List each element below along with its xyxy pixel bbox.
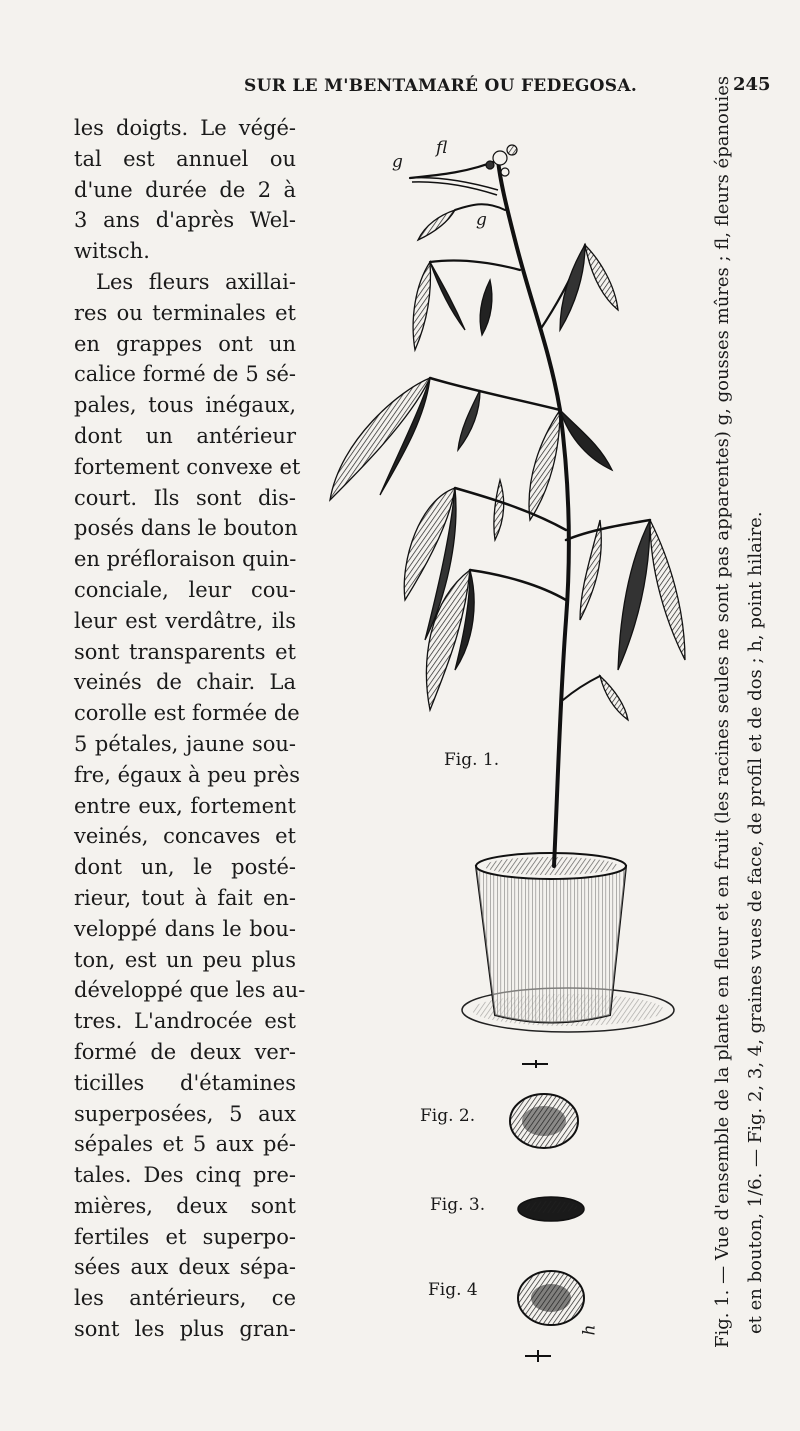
text-line: les antérieurs, ce [74,1286,296,1311]
fig3-label: Fig. 3. [430,1195,486,1215]
text-line: ton, est un peu plus [74,947,296,972]
text-line: fortement convexe et [74,454,301,479]
page-number: 245 [733,74,771,95]
flower-cluster [486,145,517,176]
text-line: rieur, tout à fait en- [74,885,296,910]
text-line: res ou terminales et [74,300,296,325]
fig2-label: Fig. 2. [420,1106,476,1126]
text-line: en grappes ont un [74,331,296,356]
text-line: witsch. [74,239,150,264]
text-line: sont les plus gran- [74,1317,296,1342]
text-line: sépales et 5 aux pé- [74,1132,296,1157]
label-h: h [579,1324,600,1336]
fig4-label: Fig. 4 [428,1280,478,1300]
text-line: mières, deux sont [74,1193,296,1218]
text-line: leur est verdâtre, ils [74,608,296,633]
running-head: SUR LE M'BENTAMARÉ OU FEDEGOSA. [244,76,638,96]
text-line: en préfloraison quin- [74,547,297,572]
text-line: veinés de chair. La [74,670,296,695]
text-line: sées aux deux sépa- [74,1255,296,1280]
text-line: dont un antérieur [74,423,296,448]
text-line: court. Ils sont dis- [74,485,296,510]
seed-profile-view [518,1197,584,1221]
text-line: tales. Des cinq pre- [74,1163,296,1188]
text-line: superposées, 5 aux [74,1101,296,1126]
text-line: calice formé de 5 sé- [74,362,296,387]
caption-line-1: Fig. 1. — Vue d'ensemble de la plante en fleur et en fruit (les racines seules ne sont pas apparentes) g, gousses mûres ; fl, fleurs épanouies [712,75,733,1348]
text-line: veinés, concaves et [74,824,296,849]
caption-line-2: et en bouton, 1/6. — Fig. 2, 3, 4, graines vues de face, de profil et de dos ; h, point hilaire. [745,511,766,1334]
label-g-upper: g [392,152,403,172]
text-line: conciale, leur cou- [74,577,296,602]
text-line: Les fleurs axillai- [96,269,296,294]
label-g-lower: g [476,210,487,230]
text-line: corolle est formée de [74,701,300,726]
text-line: développé que les au- [74,978,306,1003]
text-line: sont transparents et [74,639,296,664]
text-line: formé de deux ver- [74,1039,296,1064]
text-line: ticilles d'étamines [74,1070,296,1095]
plant-leaves [330,210,685,720]
text-line: pales, tous inégaux, [74,393,296,418]
text-line: 5 pétales, jaune sou- [74,731,296,756]
flower-pot [476,853,626,1023]
text-line: posés dans le bouton [74,516,298,541]
text-line: tres. L'androcée est [74,1009,296,1034]
text-line: les doigts. Le végé- [74,116,296,140]
seed-pod [410,178,498,195]
text-line: dont un, le posté- [74,855,296,880]
seed-back-view [518,1271,584,1362]
text-line: veloppé dans le bou- [74,916,296,941]
seed-front-view [510,1060,578,1148]
text-line: fertiles et superpo- [74,1224,296,1249]
text-line: 3 ans d'après Wel- [74,208,296,233]
text-line: tal est annuel ou [74,146,296,171]
label-fl: fl [436,138,448,158]
text-line: entre eux, fortement [74,793,296,818]
text-line: fre, égaux à peu près [74,762,300,787]
fig1-label: Fig. 1. [444,750,500,770]
text-line: d'une durée de 2 à [74,177,296,202]
